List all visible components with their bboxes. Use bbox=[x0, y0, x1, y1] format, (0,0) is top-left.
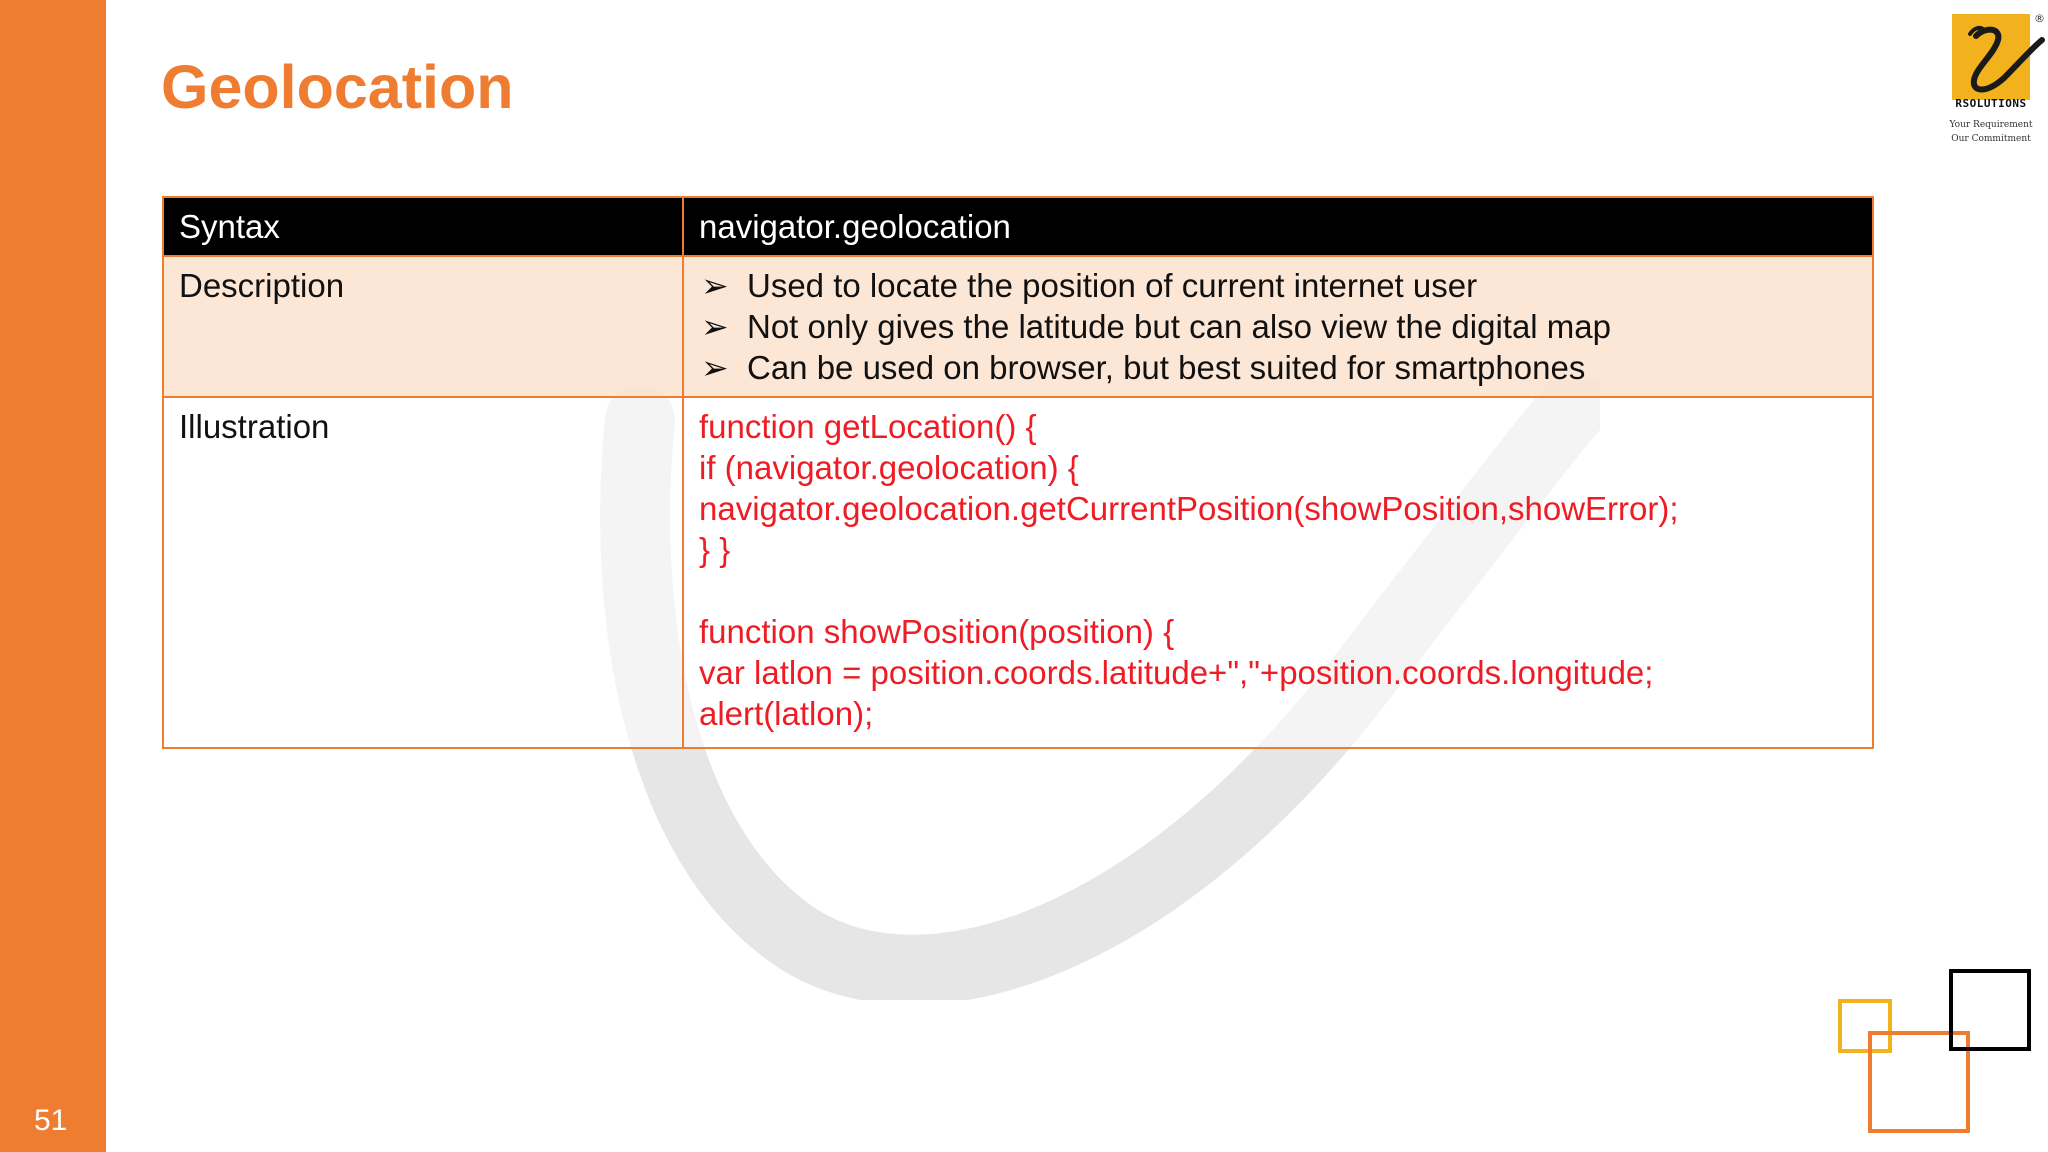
code-spacer bbox=[699, 570, 1857, 611]
logo-tagline-2: Our Commitment bbox=[1951, 134, 2031, 144]
logo-brand-text: RSOLUTIONS bbox=[1955, 97, 2027, 110]
illustration-code-cell bbox=[683, 397, 1873, 748]
description-value-cell bbox=[683, 256, 1873, 397]
slide-title: Geolocation bbox=[161, 53, 514, 121]
illustration-label-cell: Illustration bbox=[163, 397, 683, 748]
logo-registered-mark: ® bbox=[2034, 12, 2045, 25]
table-header-row bbox=[163, 197, 1873, 256]
page-number: 51 bbox=[34, 1104, 68, 1137]
illustration-row bbox=[163, 397, 1873, 748]
code-line: var latlon = position.coords.latitude+","+position.coords.longitude; bbox=[699, 654, 1654, 691]
side-accent-bar bbox=[0, 0, 106, 1152]
description-label-cell: Description bbox=[163, 256, 683, 397]
description-bullet bbox=[699, 265, 1857, 306]
description-bullet-text: Can be used on browser, but best suited for smartphones bbox=[747, 349, 1586, 386]
description-bullet-list bbox=[699, 265, 1857, 388]
syntax-label-cell: Syntax bbox=[163, 197, 683, 256]
code-line: alert(latlon); bbox=[699, 695, 874, 732]
code-line: navigator.geolocation.getCurrentPosition(showPosition,showError); bbox=[699, 490, 1679, 527]
syntax-value-cell: navigator.geolocation bbox=[683, 197, 1873, 256]
logo-script-r-icon bbox=[1946, 6, 2046, 106]
code-line: } } bbox=[699, 531, 731, 568]
decorative-squares-icon bbox=[1838, 963, 2038, 1133]
company-logo bbox=[1946, 6, 2046, 148]
arrow-bullet-icon: ➢ bbox=[701, 267, 729, 304]
description-bullet-text: Used to locate the position of current internet user bbox=[747, 267, 1478, 304]
description-bullet bbox=[699, 306, 1857, 347]
description-bullet bbox=[699, 347, 1857, 388]
logo-tagline-1: Your Requirement bbox=[1949, 120, 2033, 130]
arrow-bullet-icon: ➢ bbox=[701, 308, 729, 345]
description-bullet-text: Not only gives the latitude but can also view the digital map bbox=[747, 308, 1611, 345]
geolocation-table bbox=[162, 196, 1874, 749]
code-line: function getLocation() { bbox=[699, 408, 1037, 445]
description-row bbox=[163, 256, 1873, 397]
code-line: if (navigator.geolocation) { bbox=[699, 449, 1079, 486]
code-line: function showPosition(position) { bbox=[699, 613, 1175, 650]
arrow-bullet-icon: ➢ bbox=[701, 349, 729, 386]
